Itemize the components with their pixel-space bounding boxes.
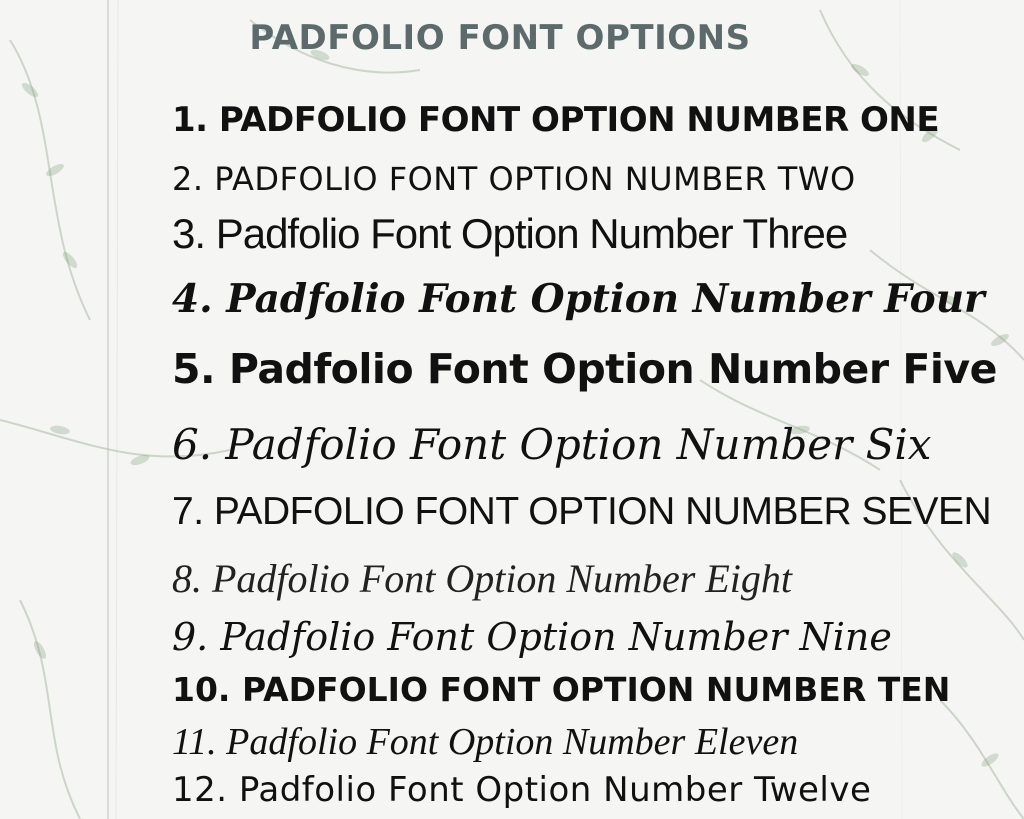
font-option-1: 1. PADFOLIO FONT OPTION NUMBER ONE: [172, 100, 940, 140]
font-option-5: 5. Padfolio Font Option Number Five: [172, 345, 997, 393]
font-option-3: 3. Padfolio Font Option Number Three: [172, 210, 848, 257]
font-option-10: 10. PADFOLIO FONT OPTION NUMBER TEN: [172, 670, 951, 709]
font-option-2: 2. PADFOLIO FONT OPTION NUMBER TWO: [172, 160, 856, 198]
page-title: PADFOLIO FONT OPTIONS: [249, 18, 751, 58]
font-option-8: 8. Padfolio Font Option Number Eight: [172, 556, 792, 601]
font-option-4: 4. Padfolio Font Option Number Four: [172, 276, 985, 322]
font-option-12: 12. Padfolio Font Option Number Twelve: [172, 770, 872, 810]
font-option-9: 9. Padfolio Font Option Number Nine: [172, 615, 892, 659]
font-option-11: 11. Padfolio Font Option Number Eleven: [172, 721, 799, 763]
font-option-6: 6. Padfolio Font Option Number Six: [172, 420, 932, 469]
font-option-7: 7. PADFOLIO FONT OPTION NUMBER SEVEN: [172, 490, 992, 533]
